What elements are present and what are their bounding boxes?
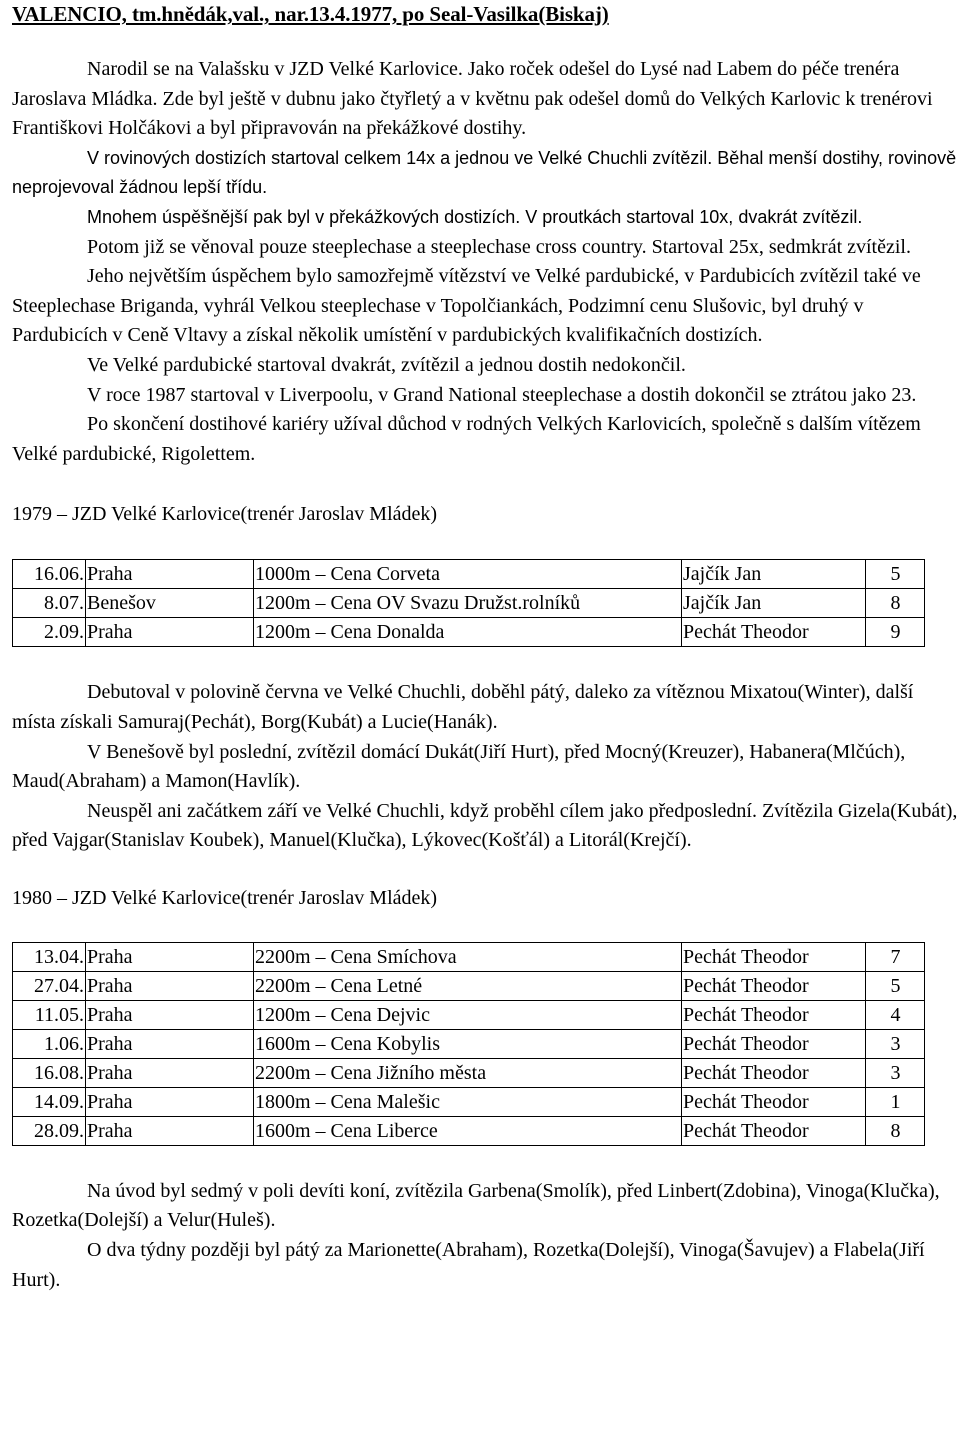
race-jockey: Pechát Theodor (682, 1087, 866, 1116)
race-date: 8.07. (13, 589, 86, 618)
race-position: 1 (866, 1087, 925, 1116)
race-name: 1200m – Cena OV Svazu Družst.rolníků (254, 589, 682, 618)
race-jockey: Pechát Theodor (682, 942, 866, 971)
race-date: 27.04. (13, 971, 86, 1000)
season-title: 1980 – JZD Velké Karlovice(trenér Jaroslav Mládek) (12, 886, 438, 909)
race-date: 2.09. (13, 618, 86, 647)
race-position: 7 (866, 942, 925, 971)
table-row (13, 560, 925, 589)
race-position: 8 (866, 1116, 925, 1145)
intro-paragraph: Ve Velké pardubické startoval dvakrát, zvítězil a jednou dostih nedokončil. (87, 353, 686, 376)
race-jockey: Pechát Theodor (682, 1029, 866, 1058)
note-paragraph: Neuspěl ani začátkem září ve Velké Chuchli, když proběhl cílem jako předposlední. Zvítězila Gizela(Kubát), před Vajgar(Stanislav Koubek), Manuel(Klučka), Lýkovec(Košťál) a Litorál(Krejčí). (12, 799, 958, 852)
race-position: 5 (866, 560, 925, 589)
race-jockey: Pechát Theodor (682, 1000, 866, 1029)
table-row (13, 942, 925, 971)
note-paragraph: O dva týdny později byl pátý za Marionette(Abraham), Rozetka(Dolejší), Vinoga(Šavujev) a Flabela(Jiří Hurt). (12, 1239, 925, 1291)
intro-paragraph: Narodil se na Valašsku v JZD Velké Karlovice. Jako roček odešel do Lysé nad Labem do péče trenéra Jaroslava Mládka. Zde byl ještě v dubnu jako čtyřletý a v květnu pak odešel domů do Velkých Karlovic k trenérovi Františkovi Holčákovi a byl připravován na překážkové dostihy. (12, 58, 933, 140)
intro-paragraph: Mnohem úspěšnější pak byl v překážkových dostizích. V proutkách startoval 10x, dvakrát zvítězil. (87, 206, 863, 227)
race-position: 5 (866, 971, 925, 1000)
race-table (12, 942, 925, 1146)
note-paragraph: V Benešově byl poslední, zvítězil domácí Dukát(Jiří Hurt), před Mocný(Kreuzer), Habanera(Mlčúch), Maud(Abraham) a Mamon(Havlík). (12, 740, 906, 793)
race-name: 2200m – Cena Jižního města (254, 1058, 682, 1087)
race-name: 1800m – Cena Malešic (254, 1087, 682, 1116)
race-jockey: Jajčík Jan (682, 589, 866, 618)
table-row (13, 971, 925, 1000)
intro-paragraph: V roce 1987 startoval v Liverpoolu, v Grand National steeplechase a dostih dokončil se ztrátou jako 23. (87, 383, 917, 406)
race-jockey: Pechát Theodor (682, 618, 866, 647)
season-notes (12, 678, 958, 856)
race-place: Praha (86, 1029, 254, 1058)
race-name: 2200m – Cena Smíchova (254, 942, 682, 971)
race-name: 1000m – Cena Corveta (254, 560, 682, 589)
note-paragraph: Debutoval v polovině června ve Velké Chuchli, doběhl pátý, daleko za vítěznou Mixatou(Winter), další místa získali Samuraj(Pechát), Borg(Kubát) a Lucie(Hanák). (12, 681, 914, 733)
race-date: 13.04. (13, 942, 86, 971)
race-place: Praha (86, 971, 254, 1000)
race-place: Praha (86, 1000, 254, 1029)
intro-paragraph: Jeho největším úspěchem bylo samozřejmě vítězství ve Velké pardubické, v Pardubicích zvítězil také ve Steeplechase Briganda, vyhrál Velkou steeplechase v Topolčiankách, Podzimní cenu Slušovic, byl druhý v Pardubicích v Ceně Vltavy a získal několik umístění v pardubických kvalifikačních dostizích. (12, 265, 921, 347)
intro-paragraph: V rovinových dostizích startoval celkem 14x a jednou ve Velké Chuchli zvítězil. Běhal menší dostihy, rovinově neprojevoval žádnou lepší třídu. (12, 147, 957, 198)
table-row (13, 1029, 925, 1058)
race-date: 1.06. (13, 1029, 86, 1058)
race-place: Praha (86, 1058, 254, 1087)
race-place: Benešov (86, 589, 254, 618)
race-jockey: Pechát Theodor (682, 1058, 866, 1087)
race-table (12, 559, 925, 647)
table-row (13, 1116, 925, 1145)
race-place: Praha (86, 618, 254, 647)
intro-paragraph: Potom již se věnoval pouze steeplechase a steeplechase cross country. Startoval 25x, sedmkrát zvítězil. (87, 235, 911, 258)
intro-paragraph: Po skončení dostihové kariéry užíval důchod v rodných Velkých Karlovicích, společně s dalším vítězem Velké pardubické, Rigolettem. (12, 413, 921, 465)
race-name: 1600m – Cena Kobylis (254, 1029, 682, 1058)
race-date: 11.05. (13, 1000, 86, 1029)
race-position: 4 (866, 1000, 925, 1029)
race-date: 16.08. (13, 1058, 86, 1087)
race-position: 3 (866, 1058, 925, 1087)
table-row (13, 1087, 925, 1116)
race-place: Praha (86, 1116, 254, 1145)
race-jockey: Pechát Theodor (682, 971, 866, 1000)
table-row (13, 589, 925, 618)
race-date: 14.09. (13, 1087, 86, 1116)
race-place: Praha (86, 1087, 254, 1116)
season-notes (12, 1177, 958, 1295)
table-row (13, 1000, 925, 1029)
race-name: 1200m – Cena Donalda (254, 618, 682, 647)
race-place: Praha (86, 560, 254, 589)
race-position: 8 (866, 589, 925, 618)
table-row (13, 618, 925, 647)
document-page (12, 0, 958, 1295)
race-position: 9 (866, 618, 925, 647)
race-place: Praha (86, 942, 254, 971)
season-title: 1979 – JZD Velké Karlovice(trenér Jaroslav Mládek) (12, 503, 438, 526)
race-date: 28.09. (13, 1116, 86, 1145)
race-date: 16.06. (13, 560, 86, 589)
horse-heading: VALENCIO, tm.hnědák,val., nar.13.4.1977, po Seal-Vasilka(Biskaj) (12, 2, 609, 26)
race-jockey: Pechát Theodor (682, 1116, 866, 1145)
table-row (13, 1058, 925, 1087)
race-position: 3 (866, 1029, 925, 1058)
race-name: 1200m – Cena Dejvic (254, 1000, 682, 1029)
note-paragraph: Na úvod byl sedmý v poli devíti koní, zvítězila Garbena(Smolík), před Linbert(Zdobina), Vinoga(Klučka), Rozetka(Dolejší) a Velur(Huleš). (12, 1179, 940, 1232)
race-name: 1600m – Cena Liberce (254, 1116, 682, 1145)
race-jockey: Jajčík Jan (682, 560, 866, 589)
race-name: 2200m – Cena Letné (254, 971, 682, 1000)
intro-section (12, 55, 958, 469)
